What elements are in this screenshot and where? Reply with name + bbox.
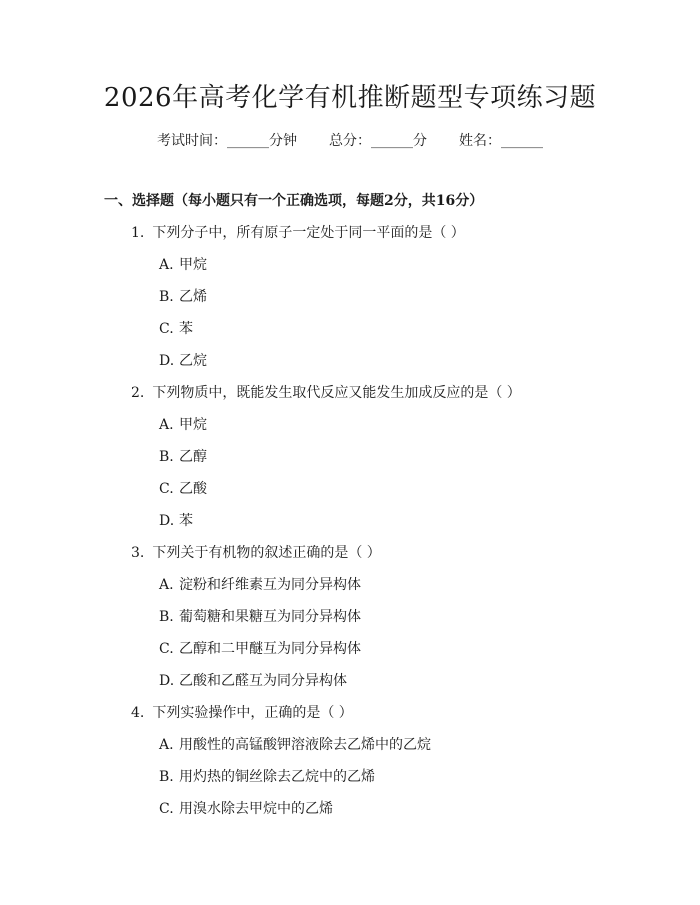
option-d	[0, 350, 700, 382]
option-letter: C.	[159, 321, 174, 337]
question-stem	[0, 222, 700, 254]
option-letter: A.	[159, 737, 174, 753]
option-letter: B.	[159, 769, 174, 785]
option-c	[0, 478, 700, 510]
option-letter: A.	[159, 417, 174, 433]
option-text: 乙酸	[179, 481, 207, 497]
option-a	[0, 734, 700, 766]
option-c	[0, 798, 700, 830]
question-number: 1.	[131, 225, 145, 241]
option-text: 用溴水除去甲烷中的乙烯	[179, 801, 333, 817]
option-text: 乙醇和二甲醚互为同分异构体	[179, 641, 361, 657]
option-a	[0, 414, 700, 446]
option-letter: C.	[159, 481, 174, 497]
option-text: 葡萄糖和果糖互为同分异构体	[179, 609, 361, 625]
option-d	[0, 510, 700, 542]
option-text: 淀粉和纤维素互为同分异构体	[179, 577, 361, 593]
option-d	[0, 670, 700, 702]
question-text: 下列实验操作中，正确的是（ ）	[152, 705, 353, 721]
option-text: 乙醇	[179, 449, 207, 465]
option-letter: B.	[159, 289, 174, 305]
option-letter: B.	[159, 449, 174, 465]
question-number: 3.	[131, 545, 145, 561]
question-text: 下列关于有机物的叙述正确的是（ ）	[152, 545, 381, 561]
page-title: 2026年高考化学有机推断题型专项练习题	[103, 83, 597, 113]
question-list	[0, 222, 700, 830]
question-text: 下列分子中，所有原子一定处于同一平面的是（ ）	[152, 225, 465, 241]
question-text: 下列物质中，既能发生取代反应又能发生加成反应的是（ ）	[152, 385, 521, 401]
option-b	[0, 446, 700, 478]
question-4	[0, 702, 700, 830]
option-text: 乙烯	[179, 289, 207, 305]
option-text: 用灼热的铜丝除去乙烷中的乙烯	[179, 769, 375, 785]
option-text: 甲烷	[179, 257, 207, 273]
question-stem	[0, 542, 700, 574]
option-letter: D.	[159, 513, 175, 529]
option-letter: C.	[159, 641, 174, 657]
question-number: 2.	[131, 385, 145, 401]
option-letter: A.	[159, 577, 174, 593]
option-letter: C.	[159, 801, 174, 817]
option-text: 甲烷	[179, 417, 207, 433]
question-stem	[0, 702, 700, 734]
question-3	[0, 542, 700, 702]
option-letter: A.	[159, 257, 174, 273]
option-c	[0, 638, 700, 670]
option-letter: B.	[159, 609, 174, 625]
option-text: 苯	[179, 321, 193, 337]
option-letter: D.	[159, 673, 175, 689]
section-header-multiple-choice: 一、选择题（每小题只有一个正确选项，每题2分，共16分）	[104, 193, 484, 209]
total-score-field: 总分：______分	[329, 133, 427, 149]
student-name-field: 姓名：______	[459, 133, 543, 149]
option-a	[0, 254, 700, 286]
option-text: 苯	[179, 513, 193, 529]
option-letter: D.	[159, 353, 175, 369]
option-text: 乙烷	[179, 353, 207, 369]
option-a	[0, 574, 700, 606]
option-text: 乙酸和乙醛互为同分异构体	[179, 673, 347, 689]
exam-meta	[0, 130, 700, 152]
question-2	[0, 382, 700, 542]
exam-time-field: 考试时间：______分钟	[157, 133, 297, 149]
option-c	[0, 318, 700, 350]
question-1	[0, 222, 700, 382]
option-b	[0, 766, 700, 798]
option-b	[0, 606, 700, 638]
question-stem	[0, 382, 700, 414]
question-number: 4.	[131, 705, 145, 721]
option-b	[0, 286, 700, 318]
option-text: 用酸性的高锰酸钾溶液除去乙烯中的乙烷	[179, 737, 431, 753]
